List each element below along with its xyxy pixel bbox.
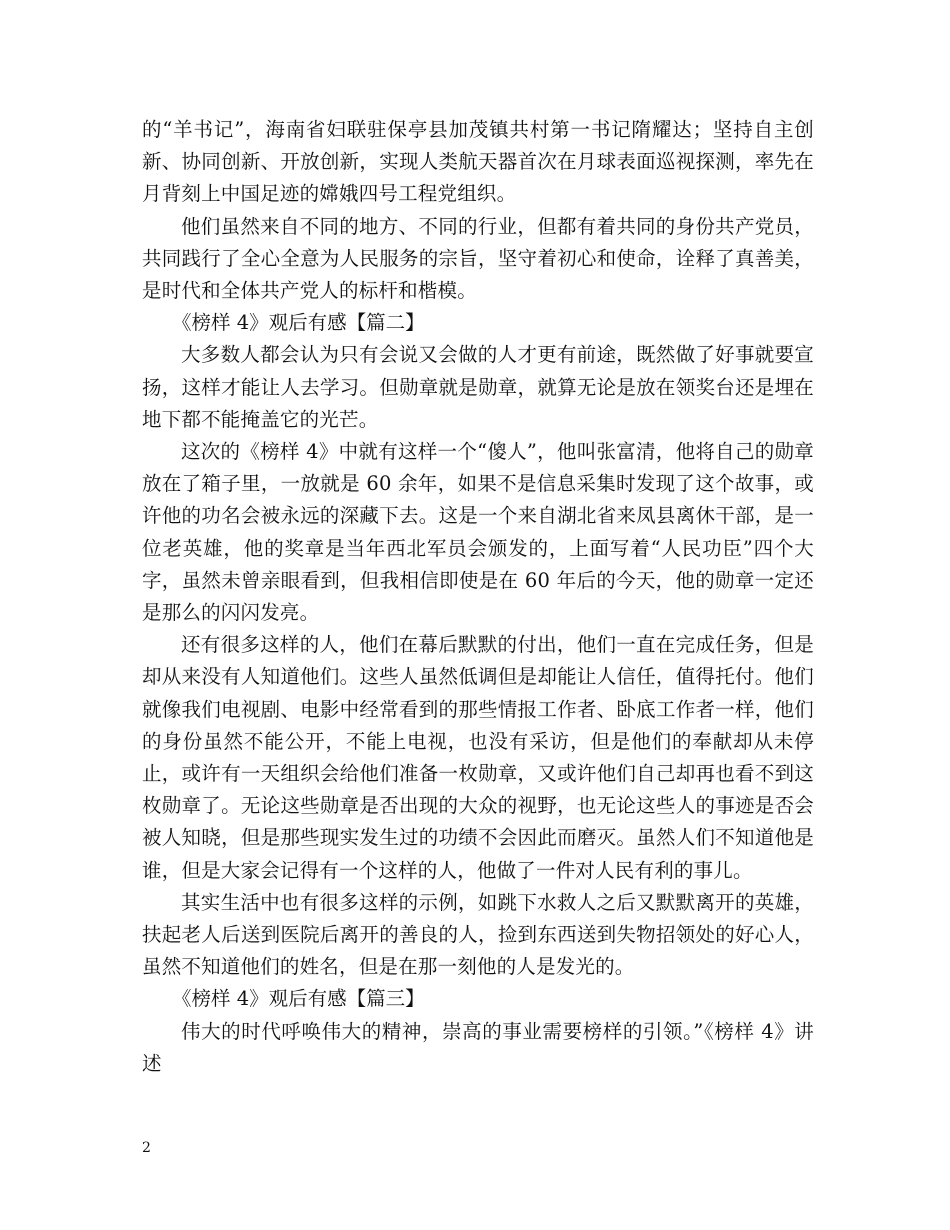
section-heading-2: 《榜样 4》观后有感【篇二】	[172, 311, 425, 335]
paragraph: 伟大的时代呼唤伟大的精神，崇高的事业需要榜样的引领。”《榜样 4》讲述	[142, 1019, 814, 1075]
paragraph: 还有很多这样的人，他们在幕后默默的付出，他们一直在完成任务，但是却从来没有人知道他们。这些人虽然低调但是却能让人信任，值得托付。他们就像我们电视剧、电影中经常看到的那些情报工作者、卧底工作者一样，他们的身份虽然不能公开，不能上电视，也没有采访，但是他们的奉献却从未停止，或许有一天组织会给他们准备一枚勋章，又或许他们自己却再也看不到这枚勋章了。无论这些勋章是否出现的大众的视野，也无论这些人的事迹是否会被人知晓，但是那些现实发生过的功绩不会因此而磨灭。虽然人们不知道他是谁，但是大家会记得有一个这样的人，他做了一件对人民有利的事儿。	[142, 633, 814, 882]
document-body	[142, 114, 814, 1080]
paragraph: 大多数人都会认为只有会说又会做的人才更有前途，既然做了好事就要宣扬，这样才能让人去学习。但勋章就是勋章，就算无论是放在领奖台还是埋在地下都不能掩盖它的光芒。	[142, 343, 814, 431]
section-heading-3: 《榜样 4》观后有感【篇三】	[172, 987, 425, 1011]
paragraph: 这次的《榜样 4》中就有这样一个“傻人”，他叫张富清，他将自己的勋章放在了箱子里，一放就是 60 余年，如果不是信息采集时发现了这个故事，或许他的功名会被永远的深藏下去。这是一个来自湖北省来凤县离休干部，是一位老英雄，他的奖章是当年西北军员会颁发的，上面写着“人民功臣”四个大字，虽然未曾亲眼看到，但我相信即使是在 60 年后的今天，他的勋章一定还是那么的闪闪发亮。	[142, 440, 814, 625]
paragraph-continued: 的“羊书记”，海南省妇联驻保亭县加茂镇共村第一书记隋耀达；坚持自主创新、协同创新、开放创新，实现人类航天器首次在月球表面巡视探测，率先在月背刻上中国足迹的嫦娥四号工程党组织。	[142, 118, 814, 206]
page-number: 2	[142, 1140, 151, 1156]
paragraph: 其实生活中也有很多这样的示例，如跳下水救人之后又默默离开的英雄，扶起老人后送到医院后离开的善良的人，捡到东西送到失物招领处的好心人，虽然不知道他们的姓名，但是在那一刻他的人是发光的。	[142, 890, 814, 979]
paragraph: 他们虽然来自不同的地方、不同的行业，但都有着共同的身份共产党员，共同践行了全心全意为人民服务的宗旨，坚守着初心和使命，诠释了真善美，是时代和全体共产党人的标杆和楷模。	[142, 214, 814, 303]
